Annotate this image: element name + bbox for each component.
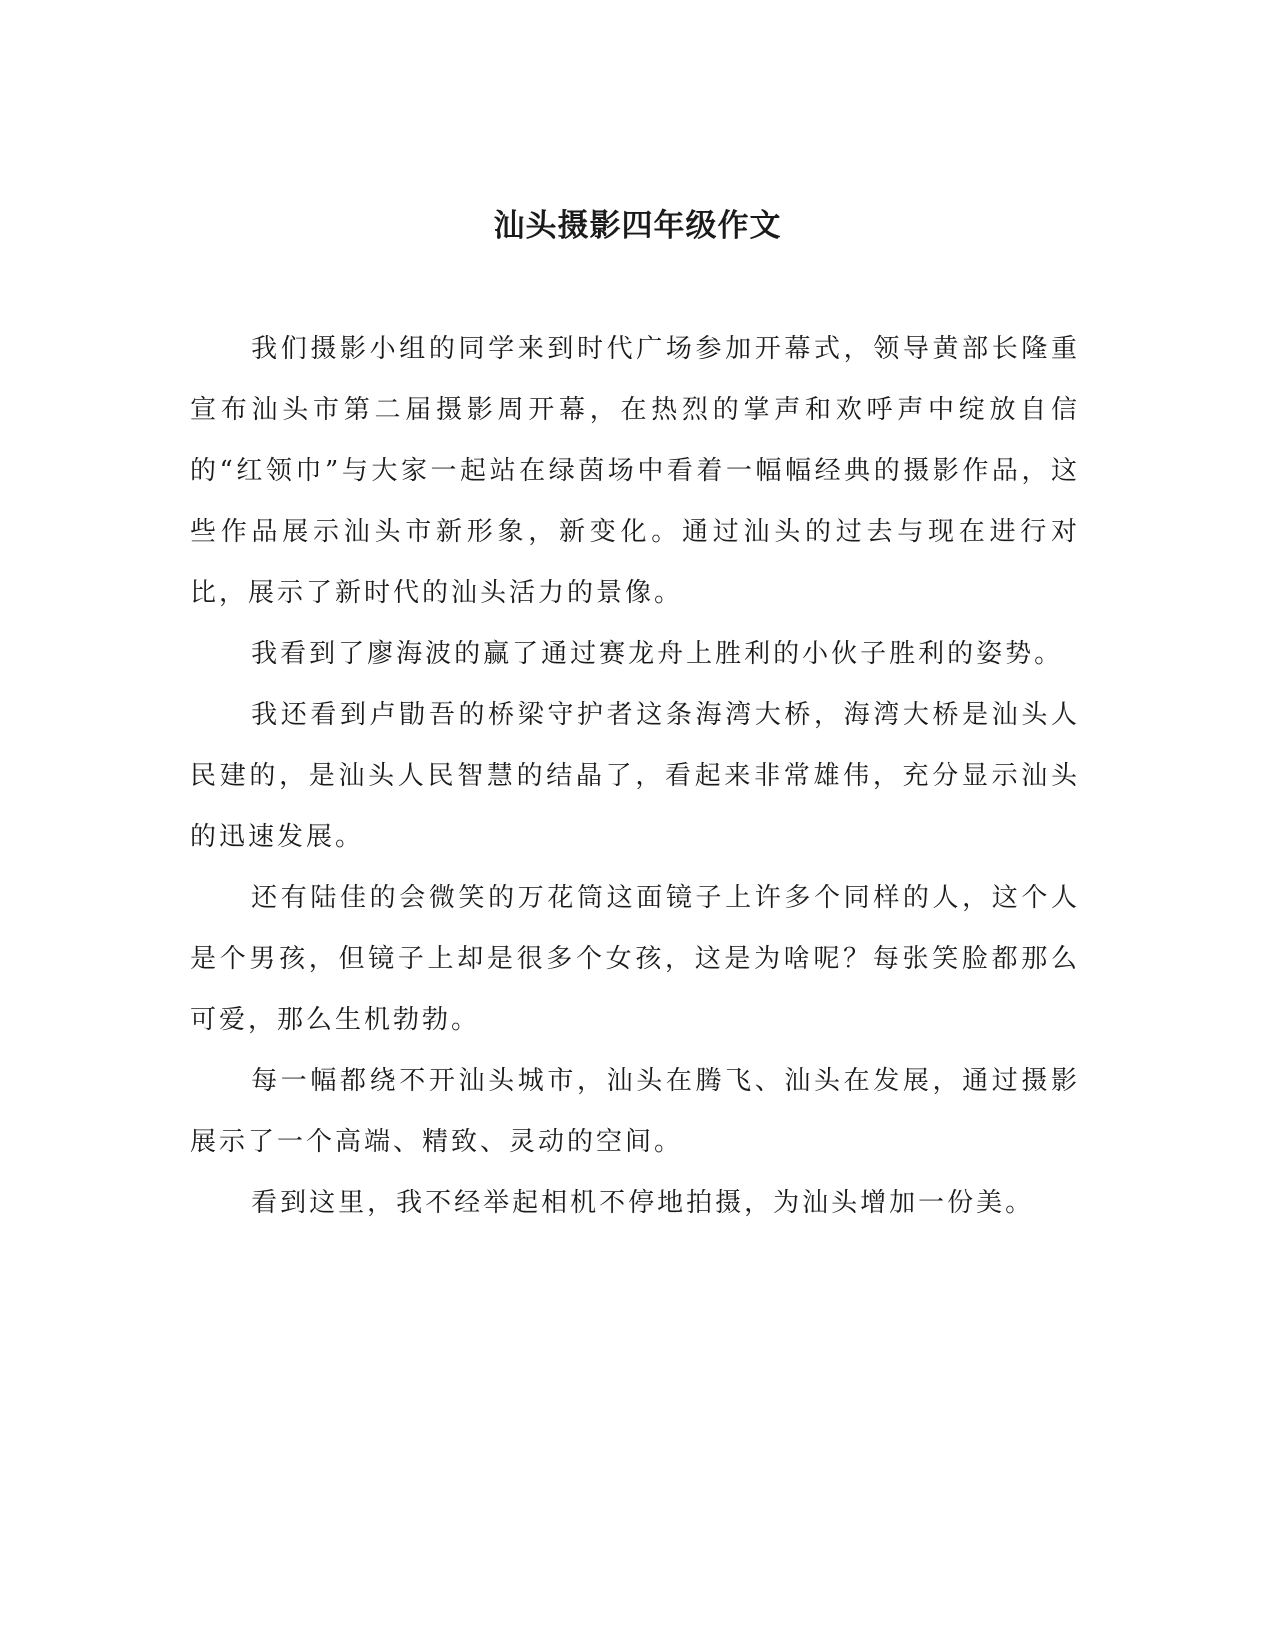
paragraph: 我们摄影小组的同学来到时代广场参加开幕式，领导黄部长隆重宣布汕头市第二届摄影周开幕，在热烈的掌声和欢呼声中绽放自信的“红领巾”与大家一起站在绿茵场中看着一幅幅经典的摄影作品，这些作品展示汕头市新形象，新变化。通过汕头的过去与现在进行对比，展示了新时代的汕头活力的景像。 — [190, 334, 1080, 608]
page-title: 汕头摄影四年级作文 — [493, 208, 782, 244]
essay-body — [190, 319, 1080, 1234]
paragraph: 看到这里，我不经举起相机不停地拍摄，为汕头增加一份美。 — [251, 1188, 1035, 1218]
paragraph: 还有陆佳的会微笑的万花筒这面镜子上许多个同样的人，这个人是个男孩，但镜子上却是很多个女孩，这是为啥呢？每张笑脸都那么可爱，那么生机勃勃。 — [190, 883, 1080, 1035]
paragraph: 我看到了廖海波的赢了通过赛龙舟上胜利的小伙子胜利的姿势。 — [251, 639, 1064, 669]
paragraph: 每一幅都绕不开汕头城市，汕头在腾飞、汕头在发展，通过摄影展示了一个高端、精致、灵动的空间。 — [190, 1066, 1080, 1157]
paragraph: 我还看到卢勖吾的桥梁守护者这条海湾大桥，海湾大桥是汕头人民建的，是汕头人民智慧的结晶了，看起来非常雄伟，充分显示汕头的迅速发展。 — [190, 700, 1080, 852]
